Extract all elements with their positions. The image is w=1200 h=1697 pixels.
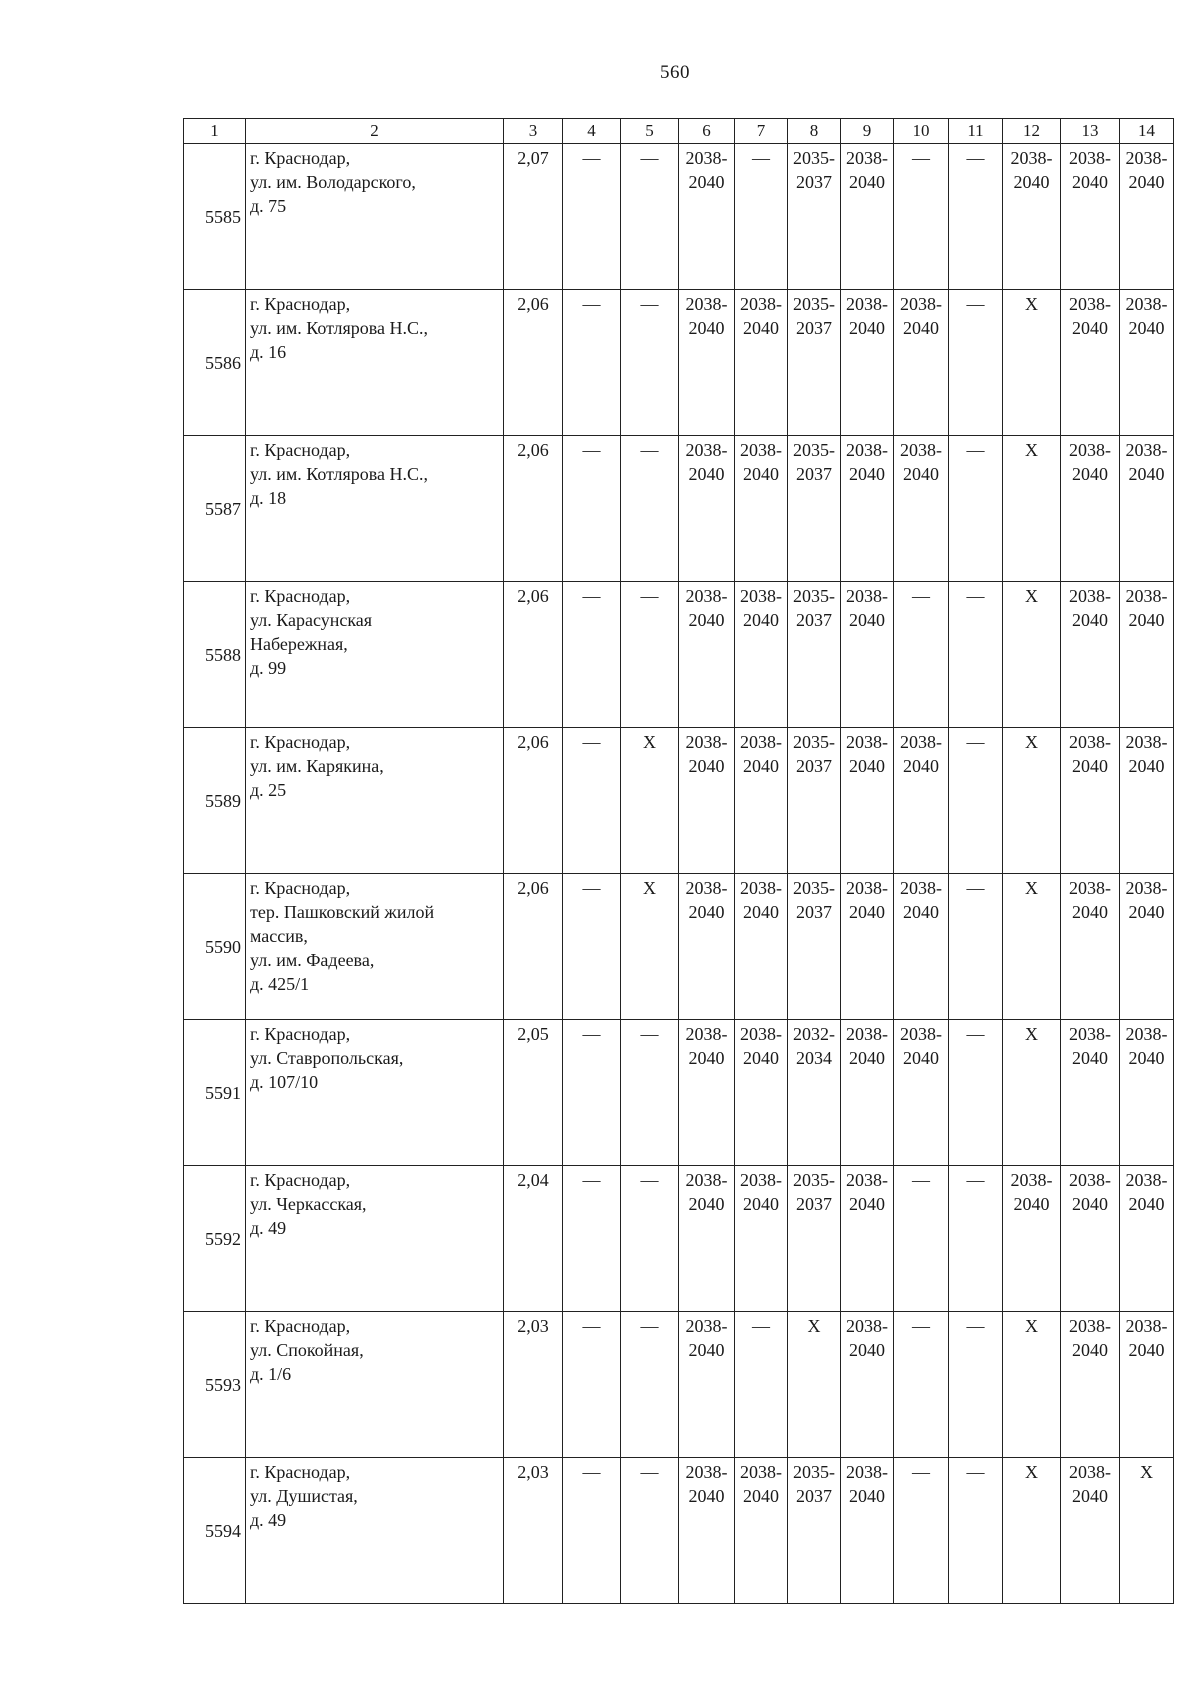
period-cell: X: [1003, 728, 1061, 874]
period-cell: 2038- 2040: [894, 290, 949, 436]
column-header: 3: [504, 119, 563, 144]
period-cell: —: [563, 1312, 621, 1458]
address-line: ул. Карасунская: [250, 610, 373, 630]
period-cell: 2038- 2040: [1061, 144, 1120, 290]
address-line: ул. Черкасская,: [250, 1194, 367, 1214]
address-line: г. Краснодар,: [250, 440, 351, 460]
address-line: д. 107/10: [250, 1072, 319, 1092]
address-line: д. 16: [250, 342, 287, 362]
period-cell: —: [894, 1166, 949, 1312]
table-row: [184, 582, 1174, 728]
address-line: ул. Душистая,: [250, 1486, 358, 1506]
address-line: ул. им. Фадеева,: [250, 950, 375, 970]
row-number: 5589: [184, 728, 246, 874]
value-cell: 2,06: [504, 436, 563, 582]
address-cell: [246, 728, 504, 874]
period-cell: X: [1120, 1458, 1174, 1604]
address-cell: [246, 1312, 504, 1458]
table-row: [184, 1020, 1174, 1166]
value-cell: 2,07: [504, 144, 563, 290]
period-cell: 2038- 2040: [841, 1312, 894, 1458]
row-number: 5586: [184, 290, 246, 436]
period-cell: —: [949, 728, 1003, 874]
address-line: г. Краснодар,: [250, 586, 351, 606]
period-cell: 2038- 2040: [841, 1166, 894, 1312]
period-cell: —: [563, 1166, 621, 1312]
table-body: [184, 144, 1174, 1604]
period-cell: 2038- 2040: [1120, 1312, 1174, 1458]
period-cell: 2035- 2037: [788, 874, 841, 1020]
value-cell: 2,06: [504, 290, 563, 436]
period-cell: —: [949, 582, 1003, 728]
row-number: 5585: [184, 144, 246, 290]
period-cell: 2038- 2040: [841, 1020, 894, 1166]
row-number: 5590: [184, 874, 246, 1020]
period-cell: 2038- 2040: [1003, 1166, 1061, 1312]
period-cell: 2038- 2040: [841, 874, 894, 1020]
table-row: [184, 290, 1174, 436]
period-cell: 2038- 2040: [735, 582, 788, 728]
period-cell: —: [949, 1020, 1003, 1166]
period-cell: X: [621, 874, 679, 1020]
period-cell: 2038- 2040: [1120, 1166, 1174, 1312]
period-cell: —: [563, 1020, 621, 1166]
period-cell: X: [1003, 582, 1061, 728]
period-cell: —: [621, 1166, 679, 1312]
period-cell: —: [894, 1458, 949, 1604]
address-line: г. Краснодар,: [250, 1462, 351, 1482]
period-cell: 2035- 2037: [788, 1166, 841, 1312]
period-cell: 2038- 2040: [735, 436, 788, 582]
column-header: 4: [563, 119, 621, 144]
period-cell: —: [621, 1458, 679, 1604]
address-line: ул. им. Володарского,: [250, 172, 416, 192]
address-line: массив,: [250, 926, 308, 946]
period-cell: 2038- 2040: [1120, 582, 1174, 728]
address-line: г. Краснодар,: [250, 878, 351, 898]
period-cell: —: [894, 144, 949, 290]
column-header: 1: [184, 119, 246, 144]
value-cell: 2,06: [504, 728, 563, 874]
address-line: д. 425/1: [250, 974, 310, 994]
column-header: 14: [1120, 119, 1174, 144]
period-cell: 2038- 2040: [894, 874, 949, 1020]
period-cell: —: [735, 144, 788, 290]
table-row: [184, 144, 1174, 290]
period-cell: 2038- 2040: [1061, 582, 1120, 728]
period-cell: 2038- 2040: [1061, 1166, 1120, 1312]
address-line: д. 25: [250, 780, 287, 800]
value-cell: 2,05: [504, 1020, 563, 1166]
period-cell: 2038- 2040: [841, 436, 894, 582]
value-cell: 2,03: [504, 1458, 563, 1604]
period-cell: 2035- 2037: [788, 290, 841, 436]
period-cell: 2038- 2040: [1120, 728, 1174, 874]
period-cell: 2038- 2040: [735, 1458, 788, 1604]
period-cell: X: [1003, 874, 1061, 1020]
period-cell: 2038- 2040: [1061, 728, 1120, 874]
column-header: 6: [679, 119, 735, 144]
column-header: 11: [949, 119, 1003, 144]
period-cell: X: [621, 728, 679, 874]
period-cell: 2038- 2040: [679, 1166, 735, 1312]
period-cell: —: [563, 1458, 621, 1604]
address-line: тер. Пашковский жилой: [250, 902, 435, 922]
period-cell: 2038- 2040: [894, 436, 949, 582]
period-cell: —: [949, 1312, 1003, 1458]
address-line: г. Краснодар,: [250, 1170, 351, 1190]
period-cell: 2038- 2040: [1003, 144, 1061, 290]
period-cell: 2038- 2040: [1061, 290, 1120, 436]
value-cell: 2,06: [504, 582, 563, 728]
period-cell: 2038- 2040: [679, 728, 735, 874]
address-line: ул. Спокойная,: [250, 1340, 364, 1360]
address-line: г. Краснодар,: [250, 148, 351, 168]
period-cell: —: [949, 290, 1003, 436]
column-header: 12: [1003, 119, 1061, 144]
period-cell: —: [621, 144, 679, 290]
address-line: ул. им. Котлярова Н.С.,: [250, 318, 429, 338]
register-table: [183, 118, 1174, 1604]
period-cell: 2038- 2040: [735, 874, 788, 1020]
period-cell: —: [563, 582, 621, 728]
period-cell: —: [621, 436, 679, 582]
period-cell: 2038- 2040: [679, 874, 735, 1020]
period-cell: 2035- 2037: [788, 144, 841, 290]
period-cell: 2038- 2040: [679, 1312, 735, 1458]
period-cell: 2038- 2040: [1061, 874, 1120, 1020]
page-number: 560: [660, 62, 690, 83]
period-cell: 2038- 2040: [1120, 290, 1174, 436]
row-number: 5593: [184, 1312, 246, 1458]
period-cell: X: [1003, 290, 1061, 436]
address-line: д. 18: [250, 488, 287, 508]
column-header: 7: [735, 119, 788, 144]
column-header: 5: [621, 119, 679, 144]
period-cell: 2038- 2040: [841, 728, 894, 874]
period-cell: —: [735, 1312, 788, 1458]
address-line: ул. Ставропольская,: [250, 1048, 404, 1068]
address-cell: [246, 1458, 504, 1604]
column-header: 13: [1061, 119, 1120, 144]
period-cell: 2032- 2034: [788, 1020, 841, 1166]
period-cell: 2035- 2037: [788, 1458, 841, 1604]
period-cell: —: [949, 1458, 1003, 1604]
period-cell: X: [1003, 436, 1061, 582]
period-cell: —: [949, 874, 1003, 1020]
period-cell: 2038- 2040: [894, 728, 949, 874]
period-cell: 2038- 2040: [1061, 1458, 1120, 1604]
period-cell: 2038- 2040: [1120, 144, 1174, 290]
period-cell: —: [563, 436, 621, 582]
address-line: г. Краснодар,: [250, 1024, 351, 1044]
address-line: д. 75: [250, 196, 287, 216]
period-cell: —: [563, 728, 621, 874]
address-cell: [246, 1166, 504, 1312]
header-row: [184, 119, 1174, 144]
period-cell: 2038- 2040: [735, 728, 788, 874]
period-cell: 2038- 2040: [841, 582, 894, 728]
period-cell: 2038- 2040: [1061, 436, 1120, 582]
value-cell: 2,03: [504, 1312, 563, 1458]
period-cell: —: [563, 144, 621, 290]
period-cell: —: [621, 1312, 679, 1458]
period-cell: —: [894, 1312, 949, 1458]
period-cell: —: [949, 1166, 1003, 1312]
address-line: ул. им. Карякина,: [250, 756, 384, 776]
period-cell: 2038- 2040: [679, 582, 735, 728]
table-row: [184, 874, 1174, 1020]
address-cell: [246, 874, 504, 1020]
period-cell: X: [1003, 1020, 1061, 1166]
period-cell: 2038- 2040: [735, 290, 788, 436]
period-cell: 2038- 2040: [1120, 436, 1174, 582]
period-cell: 2038- 2040: [679, 290, 735, 436]
column-header: 10: [894, 119, 949, 144]
address-line: г. Краснодар,: [250, 1316, 351, 1336]
address-line: д. 99: [250, 658, 287, 678]
period-cell: —: [563, 290, 621, 436]
value-cell: 2,06: [504, 874, 563, 1020]
period-cell: 2038- 2040: [1120, 1020, 1174, 1166]
row-number: 5594: [184, 1458, 246, 1604]
period-cell: 2038- 2040: [841, 144, 894, 290]
address-line: д. 1/6: [250, 1364, 292, 1384]
period-cell: 2038- 2040: [735, 1020, 788, 1166]
period-cell: X: [1003, 1312, 1061, 1458]
period-cell: 2038- 2040: [679, 1020, 735, 1166]
period-cell: 2038- 2040: [1061, 1020, 1120, 1166]
period-cell: X: [1003, 1458, 1061, 1604]
period-cell: 2038- 2040: [679, 1458, 735, 1604]
row-number: 5587: [184, 436, 246, 582]
address-line: д. 49: [250, 1218, 287, 1238]
address-cell: [246, 1020, 504, 1166]
table-row: [184, 728, 1174, 874]
period-cell: —: [949, 144, 1003, 290]
value-cell: 2,04: [504, 1166, 563, 1312]
period-cell: 2038- 2040: [1120, 874, 1174, 1020]
column-header: 9: [841, 119, 894, 144]
period-cell: 2038- 2040: [1061, 1312, 1120, 1458]
address-line: Набережная,: [250, 634, 348, 654]
period-cell: 2035- 2037: [788, 436, 841, 582]
address-line: г. Краснодар,: [250, 732, 351, 752]
period-cell: —: [949, 436, 1003, 582]
period-cell: 2038- 2040: [679, 144, 735, 290]
column-header: 8: [788, 119, 841, 144]
period-cell: 2038- 2040: [841, 1458, 894, 1604]
row-number: 5591: [184, 1020, 246, 1166]
address-line: ул. им. Котлярова Н.С.,: [250, 464, 429, 484]
column-header: 2: [246, 119, 504, 144]
period-cell: —: [621, 582, 679, 728]
period-cell: 2038- 2040: [679, 436, 735, 582]
period-cell: —: [563, 874, 621, 1020]
address-line: д. 49: [250, 1510, 287, 1530]
table-row: [184, 1166, 1174, 1312]
address-cell: [246, 290, 504, 436]
row-number: 5592: [184, 1166, 246, 1312]
period-cell: 2038- 2040: [735, 1166, 788, 1312]
address-line: г. Краснодар,: [250, 294, 351, 314]
row-number: 5588: [184, 582, 246, 728]
table-row: [184, 1312, 1174, 1458]
address-cell: [246, 582, 504, 728]
address-cell: [246, 436, 504, 582]
period-cell: 2038- 2040: [894, 1020, 949, 1166]
period-cell: —: [894, 582, 949, 728]
table-row: [184, 436, 1174, 582]
period-cell: —: [621, 1020, 679, 1166]
period-cell: X: [788, 1312, 841, 1458]
address-cell: [246, 144, 504, 290]
period-cell: 2038- 2040: [841, 290, 894, 436]
period-cell: 2035- 2037: [788, 728, 841, 874]
period-cell: —: [621, 290, 679, 436]
table-row: [184, 1458, 1174, 1604]
period-cell: 2035- 2037: [788, 582, 841, 728]
